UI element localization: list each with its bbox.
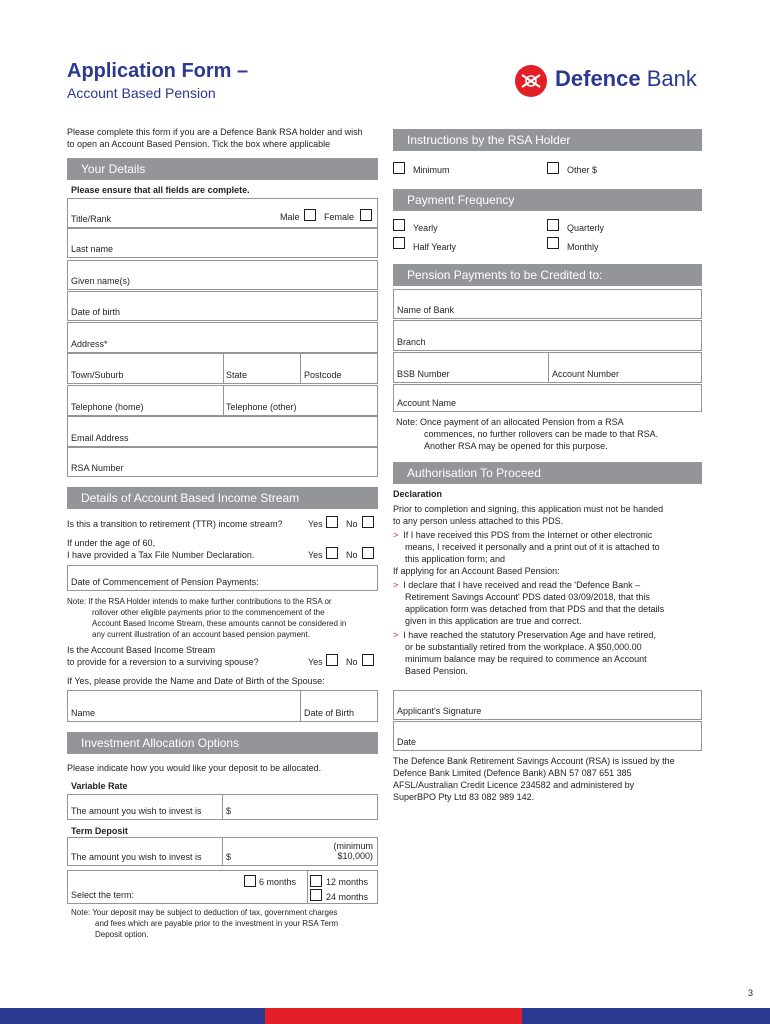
pension-payments-note: Note: Once payment of an allocated Pension from a RSA commences, no further rollovers can be made to that RSA. Another RSA may be opened for this purpose.: [396, 417, 659, 451]
minimum-note: (minimum $10,000): [333, 841, 373, 861]
twentyfour-months-label: 24 months: [326, 892, 369, 902]
reversion-line2: to provide for a reversion to a surviving spouse?: [67, 657, 259, 667]
ttr-no-checkbox[interactable]: [362, 516, 374, 528]
monthly-checkbox[interactable]: [547, 237, 559, 249]
reversion-yes-label: Yes: [308, 657, 323, 667]
declaration-label: Declaration: [393, 489, 443, 499]
reversion-line1: Is the Account Based Income Stream: [67, 645, 216, 655]
bsb-account-row[interactable]: BSB Number Account Number: [393, 352, 702, 383]
rsa-number-field[interactable]: RSA Number: [67, 447, 378, 477]
quarterly-label: Quarterly: [567, 223, 605, 233]
td-dollar-sign: $: [226, 852, 232, 862]
issuer-note: The Defence Bank Retirement Savings Account (RSA) is issued by the Defence Bank Limited (Defence Bank) ABN 57 087 651 385 AFSL/Australian Credit Licence 234582 and administered by SuperBPO Pty Ltd 83 082 989 142.: [393, 756, 675, 802]
half-yearly-label: Half Yearly: [413, 242, 457, 252]
income-stream-note: Note: If the RSA Holder intends to make further contributions to the RSA or rollover other eligible payments prior to the commencement of the Account Based Income Stream, these amounts cannot be considered in any current illustration of an account based pension payment.: [67, 597, 347, 639]
footer-bar-red: [265, 1008, 522, 1024]
income-stream-heading: Details of Account Based Income Stream: [67, 487, 378, 509]
under60-line1: If under the age of 60,: [67, 538, 156, 548]
female-label: Female: [324, 212, 355, 222]
male-checkbox[interactable]: [304, 209, 316, 221]
declaration-body: Prior to completion and signing, this application must not be handed to any person unless attached to this PDS. > If I have received this PDS from the Internet or other electronic means, I received it personally and a print out of it is attached to this application form; and If applying for an Account Based Pension: > I declare that I have received and read the 'Defence Bank – Retirement Savings Account' PDS dated 03/09/2018, that this application form was detached from that PDS and that the details given in this application are true and correct. > I have reached the statutory Preservation Age and have retired, or be substantially retired from the workplace. A $50,000.00 minimum balance may be required to commence an Account Based Pension.: [393, 504, 665, 676]
town-state-postcode-row[interactable]: Town/Suburb State Postcode: [67, 353, 378, 384]
investment-heading: Investment Allocation Options: [67, 732, 378, 754]
female-checkbox[interactable]: [360, 209, 372, 221]
telephone-row[interactable]: Telephone (home) Telephone (other): [67, 385, 378, 416]
yearly-checkbox[interactable]: [393, 219, 405, 231]
form-title: Application Form –: [67, 60, 249, 82]
title-rank-field[interactable]: Title/Rank Male Female: [67, 198, 378, 228]
payment-frequency-heading: Payment Frequency: [393, 189, 702, 211]
page-number: 3: [748, 988, 754, 998]
investment-note: Note: Your deposit may be subject to deduction of tax, government charges and fees which are payable prior to the investment in your RSA Term Deposit option.: [71, 908, 339, 939]
monthly-label: Monthly: [567, 242, 599, 252]
tfn-no-label: No: [346, 550, 358, 560]
authorisation-heading: Authorisation To Proceed: [393, 462, 702, 484]
other-checkbox[interactable]: [547, 162, 559, 174]
intro-text: Please complete this form if you are a Defence Bank RSA holder and wish to open an Account Based Pension. Tick the box where applicable: [67, 127, 363, 149]
ttr-question: Is this a transition to retirement (TTR) income stream?: [67, 519, 283, 529]
tfn-yes-label: Yes: [308, 550, 323, 560]
reversion-no-label: No: [346, 657, 358, 667]
variable-rate-amount-field[interactable]: The amount you wish to invest is $: [67, 794, 378, 820]
other-label: Other $: [567, 165, 598, 175]
dollar-sign: $: [226, 806, 232, 816]
twelve-months-label: 12 months: [326, 877, 369, 887]
email-field[interactable]: Email Address: [67, 416, 378, 447]
six-months-label: 6 months: [259, 877, 297, 887]
term-deposit-label: Term Deposit: [71, 826, 128, 836]
account-number-label: Account Number: [552, 369, 620, 379]
twelve-months-checkbox[interactable]: [310, 875, 322, 887]
signature-field[interactable]: Applicant's Signature: [393, 690, 702, 720]
yearly-label: Yearly: [413, 223, 438, 233]
reversion-no-checkbox[interactable]: [362, 654, 374, 666]
address-field[interactable]: Address*: [67, 322, 378, 353]
given-names-field[interactable]: Given name(s): [67, 260, 378, 290]
last-name-field[interactable]: Last name: [67, 228, 378, 258]
tel-other-label: Telephone (other): [226, 402, 297, 412]
dob-field[interactable]: Date of birth: [67, 291, 378, 321]
fields-instruction: Please ensure that all fields are complete.: [71, 185, 250, 195]
bank-name-field[interactable]: Name of Bank: [393, 289, 702, 319]
spouse-row[interactable]: Name Date of Birth: [67, 690, 378, 722]
tfn-yes-checkbox[interactable]: [326, 547, 338, 559]
spouse-question: If Yes, please provide the Name and Date of Birth of the Spouse:: [67, 676, 325, 686]
your-details-heading: Your Details: [67, 158, 378, 180]
footer-bar-blue-right: [522, 1008, 770, 1024]
pension-payments-heading: Pension Payments to be Credited to:: [393, 264, 702, 286]
minimum-checkbox[interactable]: [393, 162, 405, 174]
form-subtitle: Account Based Pension: [67, 85, 216, 101]
ttr-yes-checkbox[interactable]: [326, 516, 338, 528]
six-months-checkbox[interactable]: [244, 875, 256, 887]
ttr-no-label: No: [346, 519, 358, 529]
footer-bar-blue-left: [0, 1008, 265, 1024]
state-label: State: [226, 370, 248, 380]
minimum-label: Minimum: [413, 165, 450, 175]
tfn-no-checkbox[interactable]: [362, 547, 374, 559]
quarterly-checkbox[interactable]: [547, 219, 559, 231]
twentyfour-months-checkbox[interactable]: [310, 889, 322, 901]
branch-field[interactable]: Branch: [393, 320, 702, 351]
instructions-heading: Instructions by the RSA Holder: [393, 129, 702, 151]
postcode-label: Postcode: [304, 370, 342, 380]
ttr-yes-label: Yes: [308, 519, 323, 529]
spouse-dob-label: Date of Birth: [304, 708, 355, 718]
half-yearly-checkbox[interactable]: [393, 237, 405, 249]
reversion-yes-checkbox[interactable]: [326, 654, 338, 666]
investment-intro: Please indicate how you would like your deposit to be allocated.: [67, 763, 322, 773]
logo-text: Defence Bank: [555, 66, 697, 91]
under60-line2: I have provided a Tax File Number Declaration.: [67, 550, 255, 560]
date-field[interactable]: Date: [393, 721, 702, 751]
term-deposit-amount-field[interactable]: The amount you wish to invest is $ (minimum $10,000): [67, 837, 378, 866]
variable-rate-label: Variable Rate: [71, 781, 128, 791]
term-select-field[interactable]: Select the term: 6 months 12 months 24 months: [67, 870, 378, 904]
commencement-date-field[interactable]: Date of Commencement of Pension Payments:: [67, 565, 378, 591]
defence-bank-logo: [513, 64, 549, 98]
account-name-field[interactable]: Account Name: [393, 384, 702, 412]
male-label: Male: [280, 212, 300, 222]
